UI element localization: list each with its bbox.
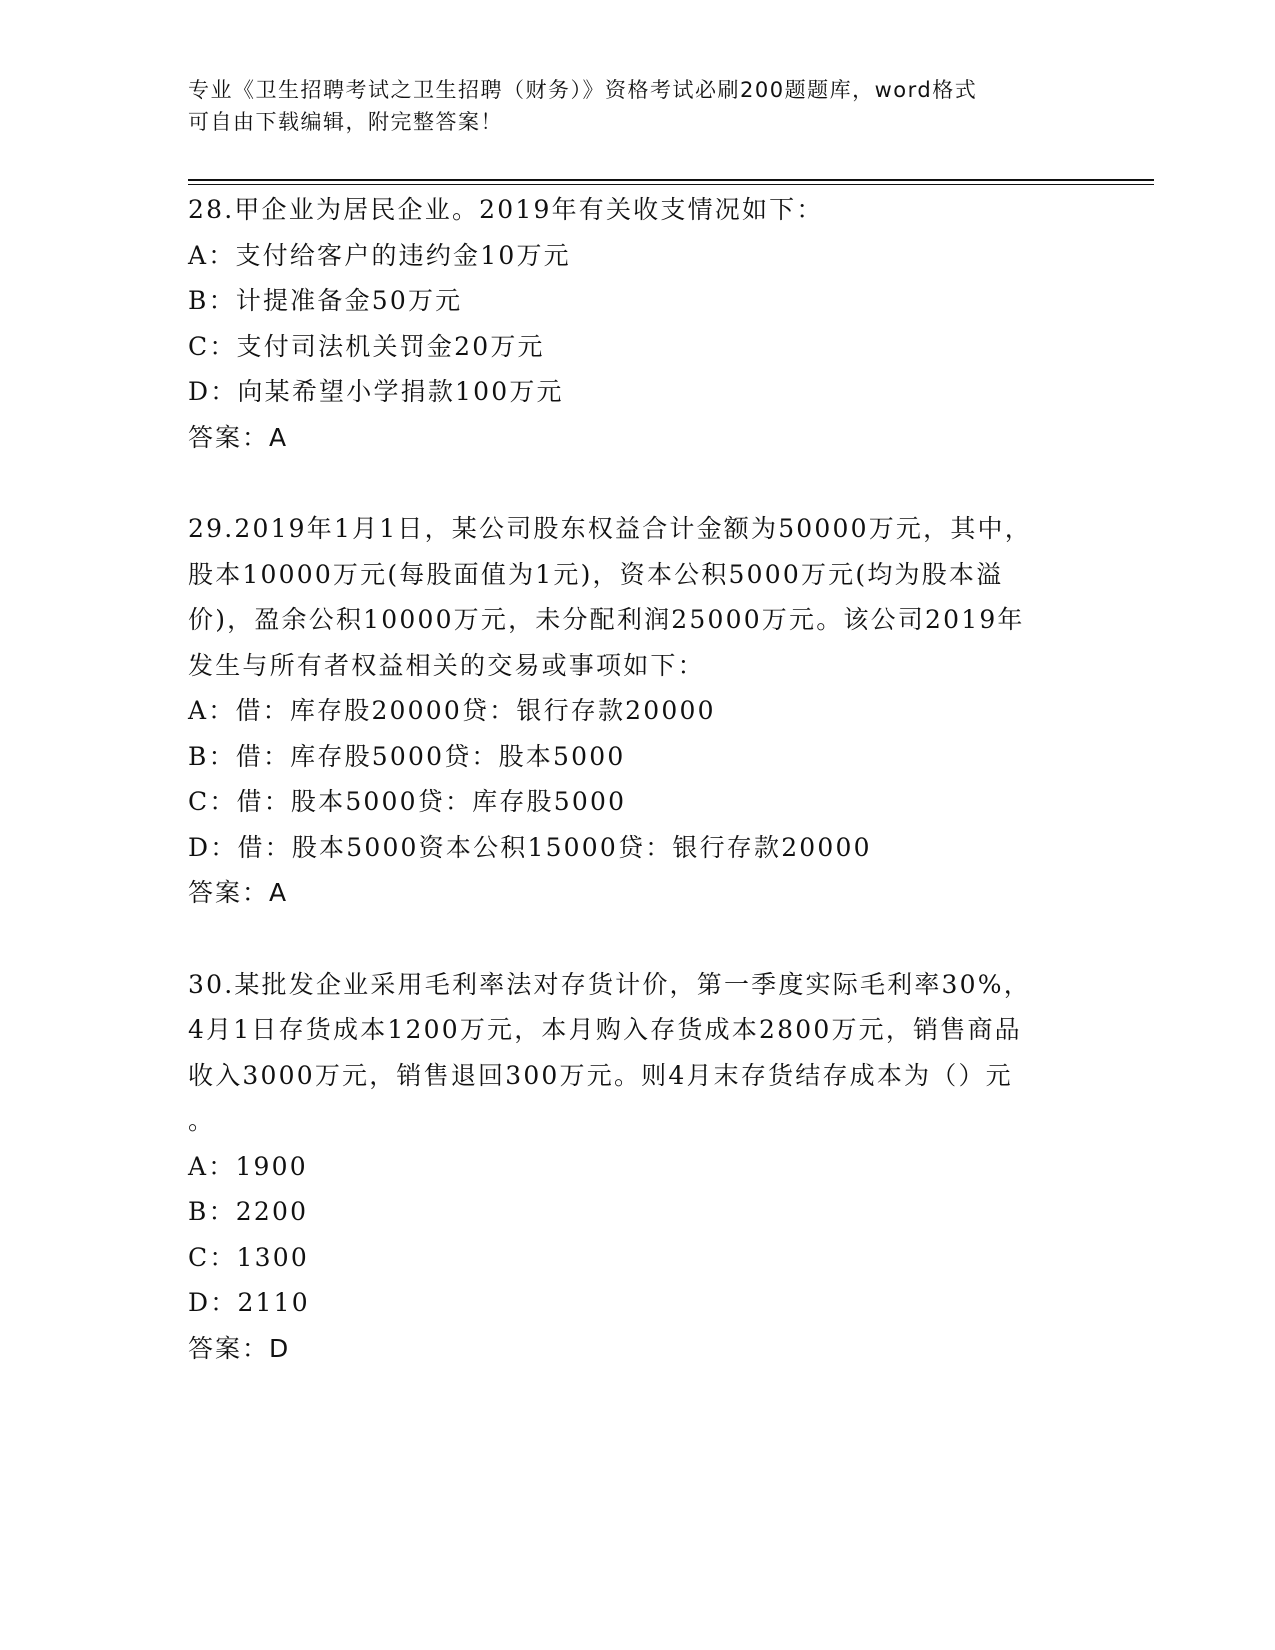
option-b: B：计提准备金50万元 [188,286,463,315]
question-spacer [188,460,1088,506]
option-a: A：借：库存股20000贷：银行存款20000 [188,696,716,725]
option-a: A：支付给客户的违约金10万元 [188,240,571,270]
answer-label: 答案：A [188,422,289,452]
option-d: D：向某希望小学捐款100万元 [188,377,564,406]
question-stem: 28.甲企业为居民企业。2019年有关收支情况如下： [188,195,824,224]
question-list [188,187,1088,1371]
header-divider-thick [188,179,1154,181]
question-stem: 4月1日存货成本1200万元，本月购入存货成本2800万元，销售商品 [188,1015,1022,1044]
question-stem: 。 [188,1106,216,1135]
question-30 [188,962,1088,1372]
option-d: D：2110 [188,1288,310,1317]
question-stem: 股本10000万元(每股面值为1元)，资本公积5000万元(均为股本溢 [188,559,1004,589]
option-c: C：支付司法机关罚金20万元 [188,331,545,361]
option-c: C：借：股本5000贷：库存股5000 [188,787,627,816]
document-header [188,74,1068,138]
question-28 [188,187,1088,460]
header-divider-thin [188,184,1154,185]
header-title-line-2: 可自由下载编辑，附完整答案！ [188,110,503,134]
option-b: B：借：库存股5000贷：股本5000 [188,741,626,771]
answer-label: 答案：D [188,1333,291,1363]
question-stem: 30.某批发企业采用毛利率法对存货计价，第一季度实际毛利率30%， [188,969,1031,999]
question-stem: 收入3000万元，销售退回300万元。则4月末存货结存成本为（）元 [188,1060,1013,1090]
question-spacer [188,916,1088,962]
question-stem: 发生与所有者权益相关的交易或事项如下： [188,650,705,680]
answer-label: 答案：A [188,878,289,907]
option-b: B：2200 [188,1197,309,1226]
question-29 [188,506,1088,916]
option-c: C：1300 [188,1242,309,1272]
option-a: A：1900 [188,1151,308,1181]
header-title-line-1: 专业《卫生招聘考试之卫生招聘（财务）》资格考试必刷200题题库，word格式 [188,78,978,102]
option-d: D：借：股本5000资本公积15000贷：银行存款20000 [188,832,872,862]
question-stem: 29.2019年1月1日，某公司股东权益合计金额为50000万元，其中， [188,514,1032,543]
question-stem: 价)，盈余公积10000万元，未分配利润25000万元。该公司2019年 [188,605,1025,634]
